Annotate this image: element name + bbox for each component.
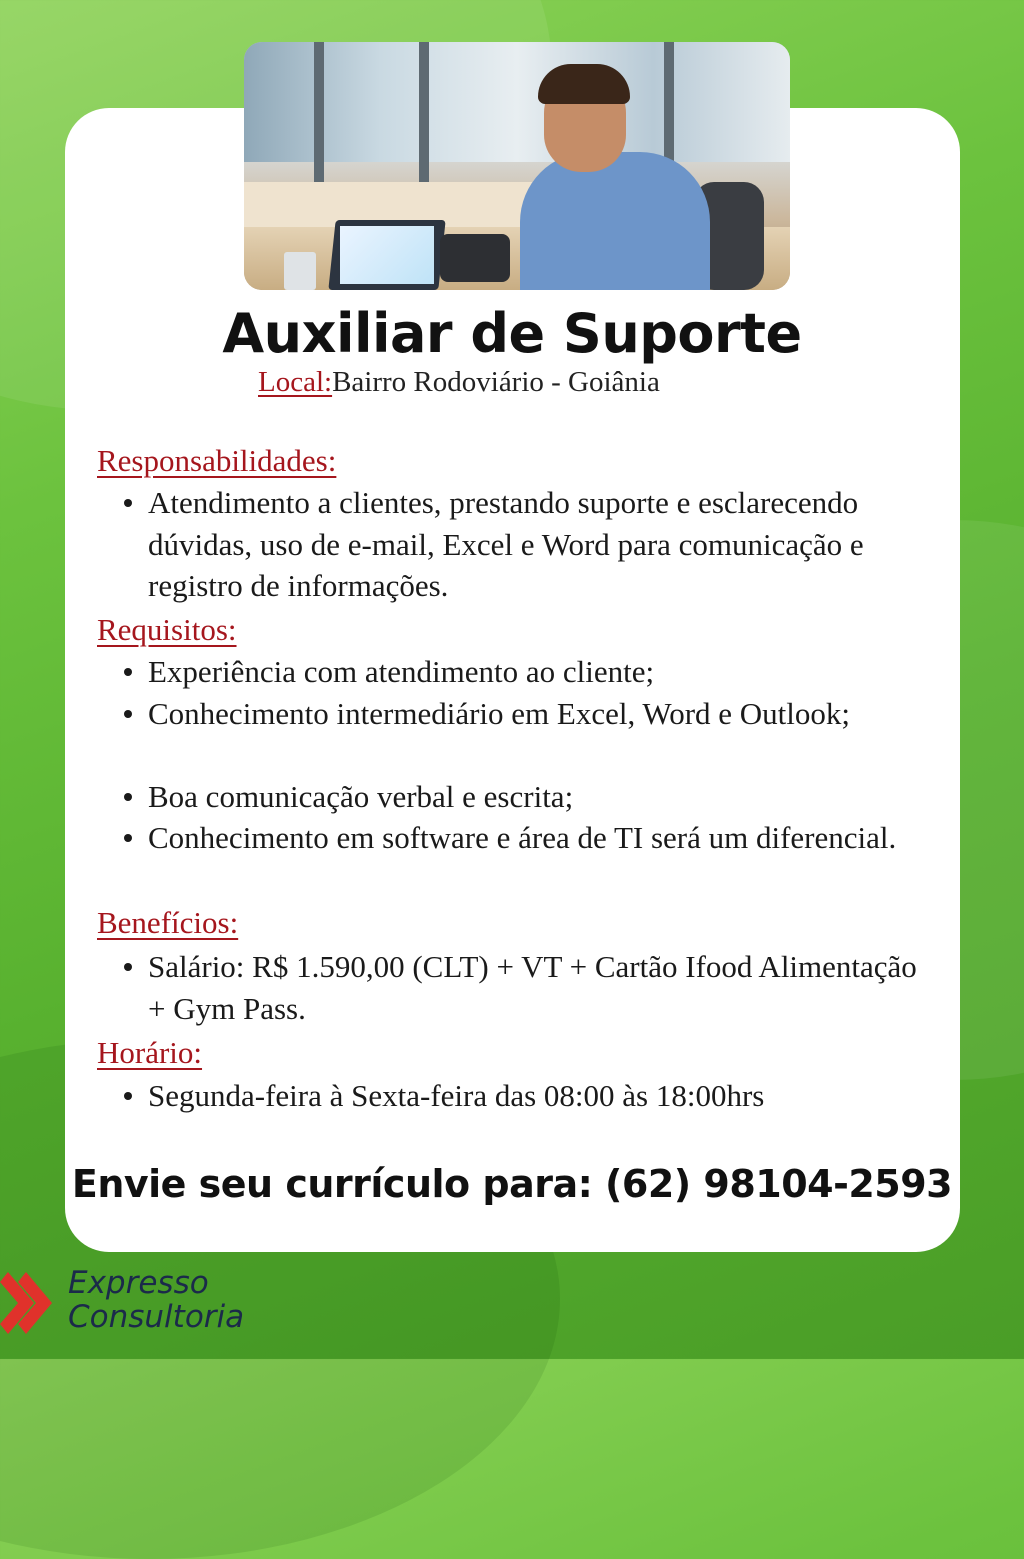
location-value: Bairro Rodoviário - Goiânia [332, 366, 660, 398]
phone-number[interactable]: (62) 98104-2593 [605, 1162, 953, 1206]
list-item: Conhecimento em software e área de TI será um diferencial. [118, 817, 938, 859]
person-hair [538, 64, 630, 104]
benefits-heading: Benefícios: [97, 905, 239, 940]
location-line [258, 366, 660, 399]
call-to-action [0, 1162, 1024, 1206]
person-shirt [520, 152, 710, 290]
pen-holder [284, 252, 316, 290]
list-item: Salário: R$ 1.590,00 (CLT) + VT + Cartão Ifood Alimentação + Gym Pass. [118, 946, 938, 1029]
cta-text: Envie seu currículo para: [71, 1162, 593, 1206]
expresso-logo-icon [0, 1266, 60, 1340]
job-title: Auxiliar de Suporte [222, 302, 802, 365]
list-item: Atendimento a clientes, prestando suporte e esclarecendo dúvidas, uso de e-mail, Excel e Word para comunicação e registro de informações. [118, 482, 938, 607]
responsibilities-heading: Responsabilidades: [97, 443, 337, 478]
location-label: Local: [258, 366, 333, 398]
company-logo-text [68, 1266, 244, 1334]
list-item: Boa comunicação verbal e escrita; [118, 776, 938, 818]
desk-phone [440, 234, 510, 282]
support-agent-photo [244, 42, 790, 290]
list-item: Experiência com atendimento ao cliente; [118, 651, 938, 693]
logo-line-2: Consultoria [68, 1299, 245, 1335]
requirements-heading: Requisitos: [97, 612, 237, 647]
laptop-screen [340, 226, 434, 284]
list-item: Conhecimento intermediário em Excel, Word e Outlook; [118, 693, 938, 735]
office-window [244, 42, 790, 162]
logo-line-1: Expresso [68, 1265, 209, 1301]
schedule-heading: Horário: [97, 1035, 203, 1070]
list-item: Segunda-feira à Sexta-feira das 08:00 às 18:00hrs [118, 1075, 938, 1117]
